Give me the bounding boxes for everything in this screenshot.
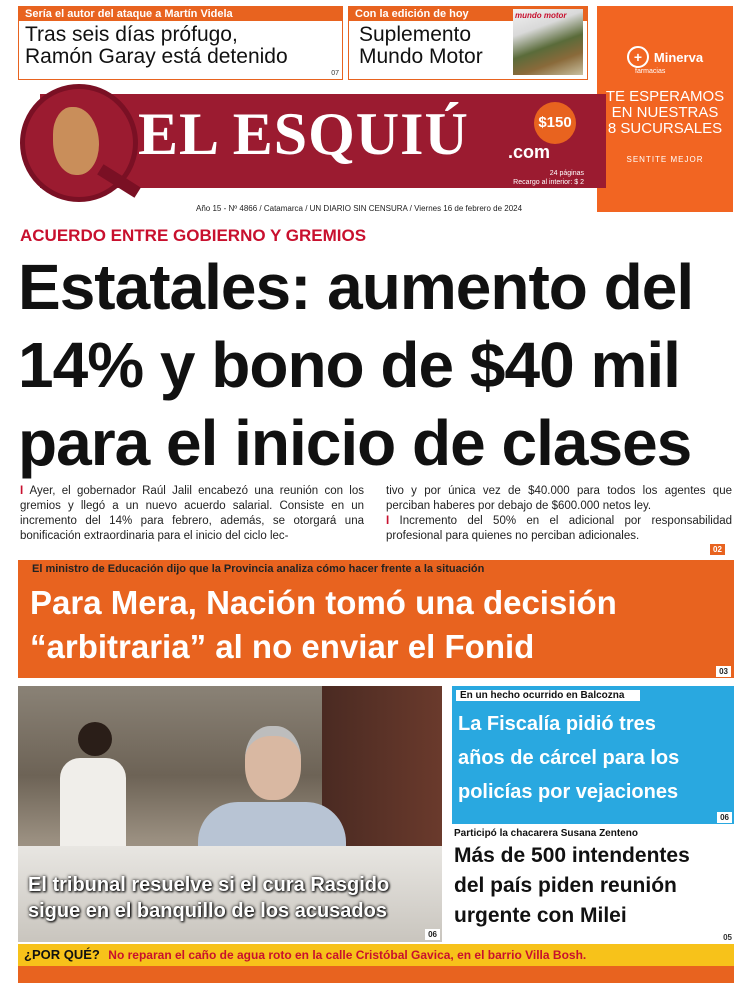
lead-col1-text: Ayer, el gobernador Raúl Jalil encabezó una reunión con los gremios y llegó a un nuevo acuerdo salarial. Consiste en un incremento del 14% para febrero, además, se otorgará una bonificación extraordinaria para el inicio del ciclo lec- — [20, 485, 364, 542]
social-bar — [18, 966, 734, 997]
top-story-headline — [19, 21, 342, 68]
paragraph-marker: I — [20, 485, 30, 497]
supplement-cover-image — [513, 9, 583, 75]
headline-line: Más de 500 intendentes — [454, 844, 690, 867]
lead-kicker: ACUERDO ENTRE GOBIERNO Y GREMIOS — [20, 226, 367, 245]
page-ref: 07 — [331, 70, 339, 77]
masthead-name: EL ESQUIÚ — [138, 101, 469, 167]
masthead-dotcom: .com — [508, 142, 551, 162]
lead-headline[interactable] — [18, 248, 734, 482]
top-story-supplement[interactable] — [348, 6, 588, 80]
headline-line: años de cárcel para los — [458, 747, 680, 769]
page-ref: 03 — [716, 666, 731, 677]
headline-line: para el inicio de clases — [18, 407, 692, 479]
headline-line: Suplemento — [359, 23, 472, 46]
headline-line: sigue en el banquillo de los acusados — [28, 900, 387, 922]
page-ref: 02 — [710, 544, 725, 555]
top-story-kicker: Sería el autor del ataque a Martín Videla — [19, 7, 342, 21]
minerva-brand: Minerva — [653, 49, 704, 65]
paragraph-marker: I — [386, 515, 400, 527]
edition-line: Año 15 - Nº 4866 / Catamarca / UN DIARIO SIN CENSURA / Viernes 16 de febrero de 2024 — [196, 204, 523, 213]
top-story-garay[interactable] — [18, 6, 343, 80]
headline-line: La Fiscalía pidió tres — [458, 713, 656, 735]
lead-col2a-text: tivo y por única vez de $40.000 para todos los agentes que perciban haberes por debajo de $600.000 netos ley. — [386, 485, 732, 512]
mera-kicker: El ministro de Educación dijo que la Provincia analiza cómo hacer frente a la situación — [18, 560, 734, 575]
supplement-logo: mundo motor — [515, 11, 567, 20]
photo-story[interactable] — [18, 686, 442, 942]
mera-story[interactable] — [18, 560, 734, 678]
headline-line: urgente con Milei — [454, 904, 627, 927]
headline-line: Mundo Motor — [359, 45, 483, 68]
price-value: $150 — [538, 114, 572, 131]
ad-line: 8 SUCURSALES — [607, 120, 723, 137]
porque-text: No reparan el caño de agua roto en la calle Cristóbal Gavica, en el barrio Villa Bosh. — [108, 948, 587, 962]
masthead — [20, 84, 588, 208]
ad-line: TE ESPERAMOS — [605, 88, 725, 105]
porque-label: ¿POR QUÉ? — [24, 947, 100, 962]
fiscalia-kicker: En un hecho ocurrido en Balcozna — [456, 690, 640, 701]
intendentes-story[interactable] — [452, 828, 734, 942]
fiscalia-story[interactable] — [452, 686, 734, 824]
headline-line: “arbitraria” al no enviar el Fonid — [30, 628, 535, 665]
photo-headline — [28, 872, 389, 924]
ad-line: EN NUESTRAS — [611, 104, 719, 121]
price-badge — [534, 102, 576, 144]
lead-col2 — [386, 484, 732, 544]
ad-tagline: SENTITE MEJOR — [626, 155, 704, 164]
top-story-kicker: Con la edición de hoy — [349, 7, 587, 21]
lead-col2b-text: Incremento del 50% en el adicional por responsabilidad profesional para quienes no perciban adicionales. — [386, 515, 733, 542]
intendentes-kicker: Participó la chacarera Susana Zenteno — [454, 828, 638, 839]
minerva-ad[interactable] — [597, 6, 733, 212]
headline-line: Para Mera, Nación tomó una decisión — [30, 584, 617, 621]
headline-line: Estatales: aumento del — [18, 251, 694, 323]
page-ref: 06 — [717, 812, 732, 823]
headline-line: policías por vejaciones — [458, 781, 679, 803]
porque-bar[interactable] — [18, 944, 734, 966]
social-text: facebook.com/elesquiu Twitter: @elesquiu Instagram: elesquiu YouTube: youtube.com/elesquiu WhatsApp: 3834453001 — [57, 985, 667, 997]
headline-line: del país piden reunión — [454, 874, 677, 897]
headline-line: Tras seis días prófugo, — [25, 23, 238, 46]
lead-col1 — [20, 484, 364, 544]
surcharge: Recargo al interior: $ 2 — [513, 179, 584, 186]
page-count: 24 páginas — [549, 170, 584, 177]
minerva-brand-sub: farmacias — [635, 68, 666, 75]
mera-headline — [18, 575, 734, 669]
fiscalia-headline — [452, 701, 734, 809]
catamarca-map-shape — [53, 107, 99, 175]
page-ref: 05 — [723, 933, 732, 942]
headline-line: El tribunal resuelve si el cura Rasgido — [28, 874, 390, 896]
headline-line: Ramón Garay está detenido — [25, 45, 288, 68]
intendentes-headline — [452, 839, 734, 931]
masthead-logo-q — [20, 84, 138, 202]
page-ref: 06 — [425, 929, 440, 940]
pharmacy-cross-icon: + — [627, 46, 649, 68]
headline-line: 14% y bono de $40 mil — [18, 329, 680, 401]
minerva-logo — [597, 46, 733, 68]
